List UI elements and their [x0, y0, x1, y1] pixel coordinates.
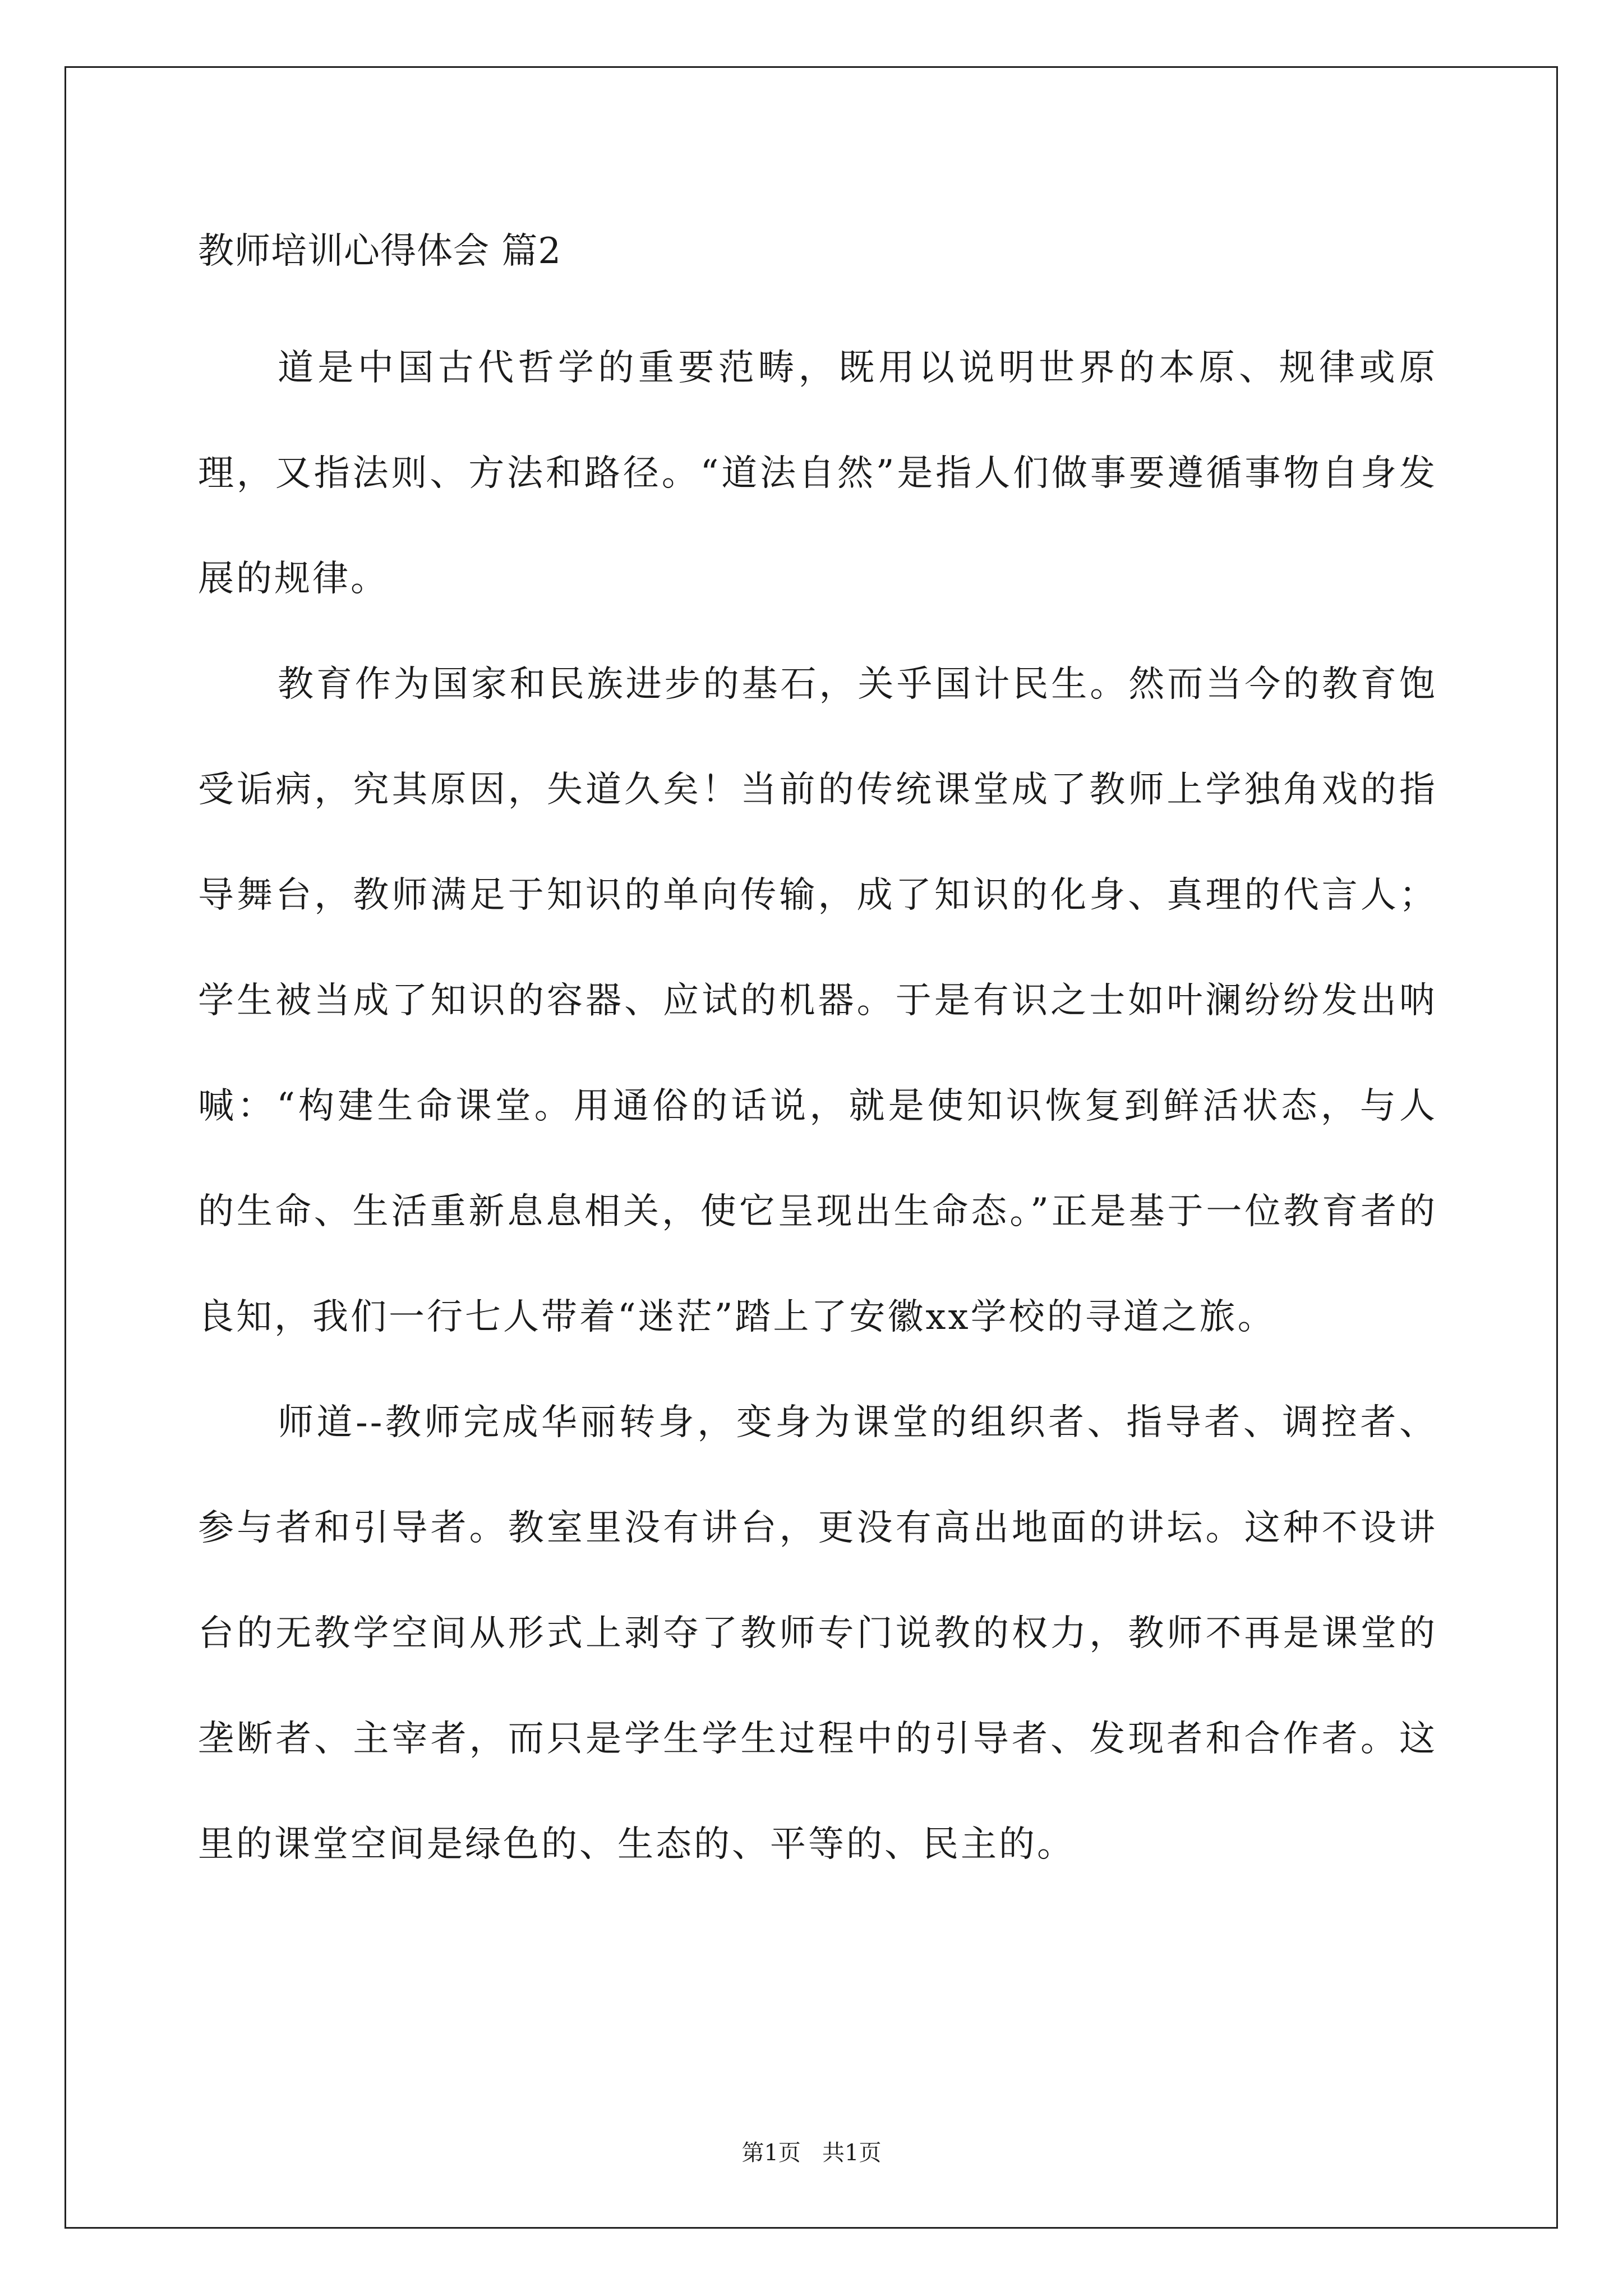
paragraph-1: 道是中国古代哲学的重要范畴，既用以说明世界的本原、规律或原理，又指法则、方法和路径。“道法自然”是指人们做事要遵循事物自身发展的规律。: [198, 347, 1437, 600]
paragraph-2: 教育作为国家和民族进步的基石，关乎国计民生。然而当今的教育饱受诟病，究其原因，失道久矣！当前的传统课堂成了教师上学独角戏的指导舞台，教师满足于知识的单向传输，成了知识的化身、真理的代言人；学生被当成了知识的容器、应试的机器。于是有识之士如叶澜纷纷发出呐喊：“构建生命课堂。用通俗的话说，就是使知识恢复到鲜活状态，与人的生命、生活重新息息相关，使它呈现出生命态。”正是基于一位教育者的良知，我们一行七人带着“迷茫”踏上了安徽xx学校的寻道之旅。: [198, 664, 1437, 1338]
page-number-footer: 第1页 共1页: [741, 2140, 882, 2166]
paragraph-3: 师道--教师完成华丽转身，变身为课堂的组织者、指导者、调控者、参与者和引导者。教室里没有讲台，更没有高出地面的讲坛。这种不设讲台的无教学空间从形式上剥夺了教师专门说教的权力，教师不再是课堂的垄断者、主宰者，而只是学生学生过程中的引导者、发现者和合作者。这里的课堂空间是绿色的、生态的、平等的、民主的。: [198, 1402, 1437, 1865]
document-body: [198, 221, 1437, 1897]
document-title: 教师培训心得体会 篇2: [198, 231, 562, 272]
